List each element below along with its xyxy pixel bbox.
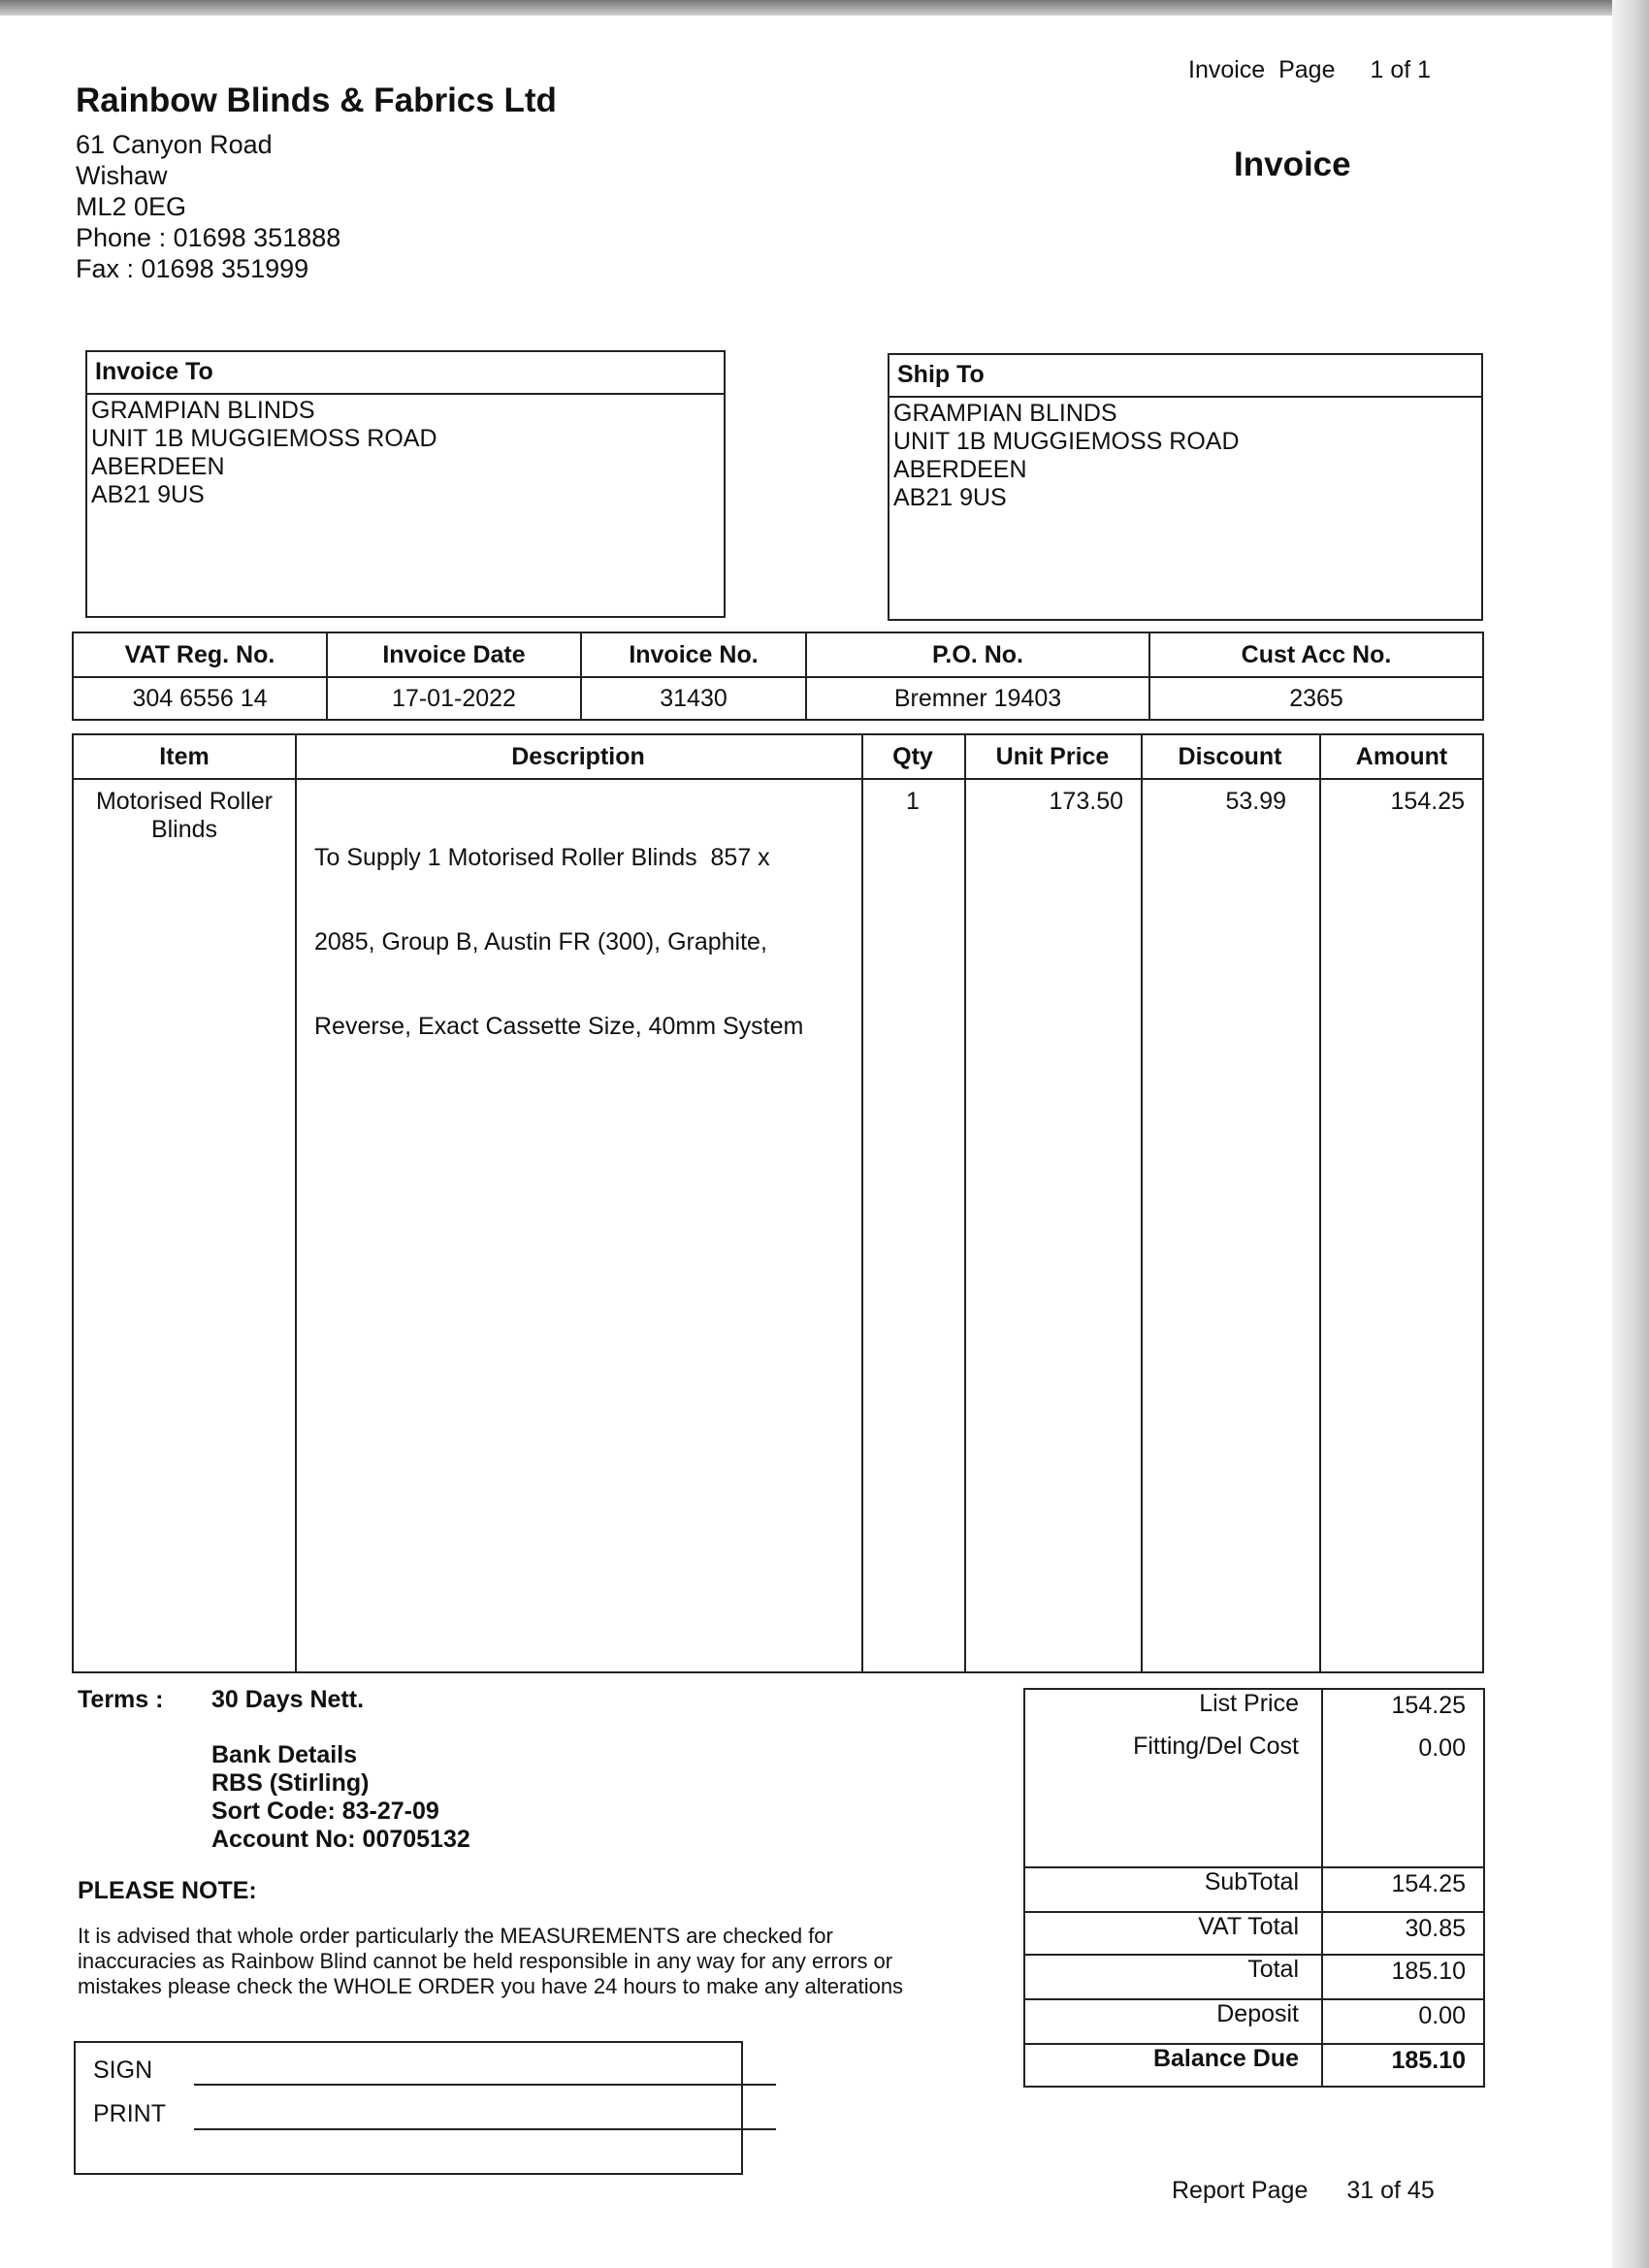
- sign-print-box: [74, 2041, 743, 2175]
- please-note-text: [78, 1924, 989, 1999]
- ship-to-header: Ship To: [889, 355, 1481, 398]
- list-price-value: 154.25: [1391, 1692, 1466, 1719]
- qty-column-header: Qty: [892, 743, 933, 770]
- info-value-row: [73, 677, 1483, 720]
- terms-label: Terms :: [78, 1686, 164, 1713]
- items-column-divider: [295, 735, 297, 1671]
- item-qty-cell: 1: [906, 788, 920, 815]
- ship-to-line: UNIT 1B MUGGIEMOSS ROAD: [893, 428, 1240, 455]
- item-description-cell: [314, 788, 857, 1086]
- ship-to-line: AB21 9US: [893, 484, 1007, 511]
- vat-total-value: 30.85: [1405, 1915, 1466, 1942]
- invoice-to-line: AB21 9US: [91, 481, 205, 508]
- discount-column-header: Discount: [1178, 743, 1282, 770]
- bank-sort-code: Sort Code: 83-27-09: [211, 1798, 439, 1825]
- balance-due-label: Balance Due: [1152, 2045, 1299, 2072]
- amount-column-header: Amount: [1355, 743, 1448, 770]
- invoice-info-table: [72, 632, 1484, 721]
- invoice-to-line: GRAMPIAN BLINDS: [91, 397, 315, 424]
- subtotal-label: SubTotal: [1204, 1868, 1299, 1895]
- item-amount-cell: 154.25: [1390, 788, 1465, 815]
- invoice-no-value: 31430: [581, 677, 806, 720]
- print-line[interactable]: [194, 2128, 776, 2130]
- invoice-page-label: Invoice Page: [1188, 56, 1336, 83]
- totals-column-divider: [1321, 1690, 1323, 2086]
- invoice-page-info: [1188, 56, 1431, 84]
- invoice-to-address: [87, 395, 724, 511]
- document-title: Invoice: [1234, 146, 1351, 183]
- items-column-divider: [861, 735, 863, 1671]
- invoice-page-value: 1 of 1: [1370, 56, 1432, 83]
- scan-edge-right: [1612, 0, 1649, 2268]
- po-no-header: P.O. No.: [806, 632, 1149, 677]
- totals-box: [1023, 1688, 1485, 2088]
- print-label: PRINT: [93, 2100, 166, 2127]
- bank-name: RBS (Stirling): [211, 1769, 370, 1797]
- please-note-title: PLEASE NOTE:: [78, 1877, 257, 1904]
- terms-value: 30 Days Nett.: [211, 1686, 365, 1713]
- note-line: It is advised that whole order particularly the MEASUREMENTS are checked for: [78, 1924, 833, 1948]
- balance-due-value: 185.10: [1391, 2047, 1466, 2074]
- deposit-label: Deposit: [1216, 2000, 1299, 2027]
- company-address-line: ML2 0EG: [76, 192, 187, 221]
- invoice-date-value: 17-01-2022: [327, 677, 581, 720]
- invoice-to-box: [85, 350, 726, 618]
- cust-acc-value: 2365: [1149, 677, 1483, 720]
- vat-reg-value: 304 6556 14: [73, 677, 327, 720]
- ship-to-box: [888, 353, 1483, 621]
- company-name: Rainbow Blinds & Fabrics Ltd: [76, 81, 557, 119]
- unit-price-column-header: Unit Price: [995, 743, 1110, 770]
- fitting-del-cost-value: 0.00: [1418, 1734, 1466, 1762]
- scan-edge-top: [0, 0, 1649, 16]
- items-header-divider: [74, 778, 1482, 780]
- vat-reg-header: VAT Reg. No.: [73, 632, 327, 677]
- item-column-header: Item: [159, 743, 210, 770]
- ship-to-address: [889, 398, 1481, 514]
- items-column-divider: [1141, 735, 1143, 1671]
- note-line: inaccuracies as Rainbow Blind cannot be held responsible in any way for any errors or: [78, 1949, 893, 1973]
- report-page-value: 31 of 45: [1346, 2177, 1435, 2204]
- ship-to-line: ABERDEEN: [893, 456, 1027, 483]
- invoice-to-header: Invoice To: [87, 352, 724, 395]
- ship-to-line: GRAMPIAN BLINDS: [893, 400, 1117, 427]
- subtotal-value: 154.25: [1391, 1870, 1466, 1897]
- bank-details-title: Bank Details: [211, 1741, 358, 1768]
- invoice-to-line: ABERDEEN: [91, 453, 225, 480]
- list-price-label: List Price: [1199, 1690, 1299, 1717]
- total-value: 185.10: [1391, 1958, 1466, 1985]
- description-column-header: Description: [511, 743, 645, 770]
- deposit-value: 0.00: [1418, 2002, 1466, 2029]
- info-header-row: [73, 632, 1483, 677]
- invoice-no-header: Invoice No.: [581, 632, 806, 677]
- total-label: Total: [1247, 1956, 1299, 1983]
- items-column-divider: [1319, 735, 1321, 1671]
- po-no-value: Bremner 19403: [806, 677, 1149, 720]
- item-discount-cell: 53.99: [1225, 788, 1286, 815]
- fitting-del-cost-label: Fitting/Del Cost: [1133, 1733, 1299, 1760]
- invoice-date-header: Invoice Date: [327, 632, 581, 677]
- description-line: To Supply 1 Motorised Roller Blinds 857 x: [314, 844, 770, 871]
- item-name-line: Motorised Roller: [95, 788, 273, 815]
- report-page-info: [1172, 2177, 1435, 2205]
- company-phone: Phone : 01698 351888: [76, 223, 341, 252]
- description-line: Reverse, Exact Cassette Size, 40mm System: [314, 1013, 804, 1040]
- description-line: 2085, Group B, Austin FR (300), Graphite,: [314, 928, 767, 956]
- sign-line[interactable]: [194, 2084, 776, 2086]
- company-address-line: Wishaw: [76, 161, 168, 190]
- sign-label: SIGN: [93, 2057, 153, 2084]
- item-unit-price-cell: 173.50: [1049, 788, 1123, 815]
- items-column-divider: [964, 735, 966, 1671]
- cust-acc-header: Cust Acc No.: [1149, 632, 1483, 677]
- bank-account-no: Account No: 00705132: [211, 1826, 470, 1853]
- vat-total-label: VAT Total: [1198, 1913, 1299, 1940]
- report-page-label: Report Page: [1172, 2177, 1309, 2204]
- invoice-to-line: UNIT 1B MUGGIEMOSS ROAD: [91, 425, 437, 452]
- company-fax: Fax : 01698 351999: [76, 254, 309, 283]
- company-address-line: 61 Canyon Road: [76, 130, 273, 159]
- item-name-cell: [74, 788, 295, 844]
- items-table: [72, 733, 1484, 1673]
- note-line: mistakes please check the WHOLE ORDER you have 24 hours to make any alterations: [78, 1974, 904, 1998]
- item-name-line: Blinds: [150, 816, 218, 843]
